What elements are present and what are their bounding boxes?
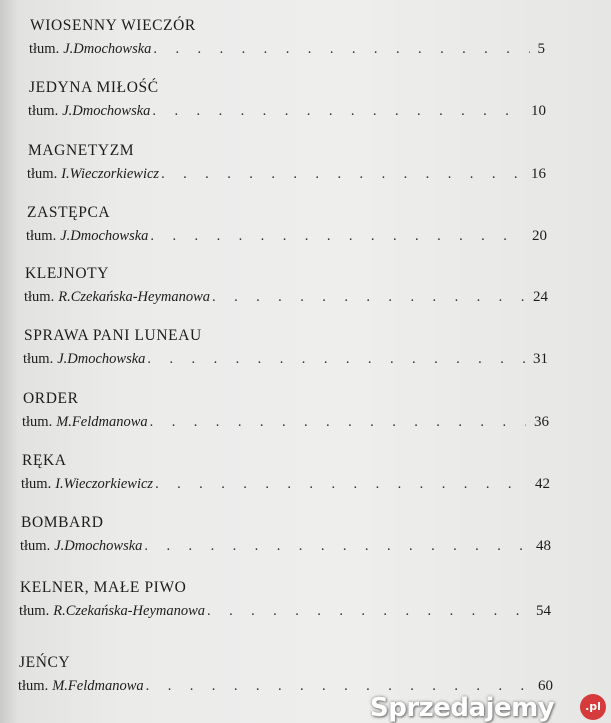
translator-prefix: tłum. [28,103,59,119]
page-number: 42 [535,476,550,492]
entry-title: WIOSENNY WIECZÓR [30,17,196,34]
translator-prefix: tłum. [21,476,52,492]
dot-leader [150,414,526,431]
dot-leader [150,228,524,245]
entry-line [23,351,548,368]
toc-entry [0,17,611,73]
entry-line [28,103,546,120]
entry-title: KLEJNOTY [25,265,110,282]
entry-line [19,603,551,620]
toc-entry [0,514,611,570]
entry-line [24,289,548,306]
translator-prefix: tłum. [19,603,50,619]
translator-name: J.Dmochowska [60,228,149,244]
translator-name: R.Czekańska-Heymanowa [58,289,211,305]
translator-prefix: tłum. [22,414,53,430]
page-number: 5 [537,41,545,57]
page-number: 24 [533,289,548,305]
translator-prefix: tłum. [29,41,60,57]
translator-name: J.Dmochowska [57,351,146,367]
page-number: 48 [536,538,551,554]
toc-entry [0,204,611,260]
toc-entry [0,579,611,635]
entry-title: BOMBARD [21,514,104,531]
entry-line [21,476,550,493]
entry-line [22,414,549,431]
watermark-badge: .pl [580,694,606,720]
translator-name: J.Dmochowska [63,41,152,57]
dot-leader [161,166,523,183]
entry-title: RĘKA [22,452,67,469]
entry-line [20,538,551,555]
entry-title: ORDER [23,390,79,407]
dot-leader [147,351,525,368]
dot-leader [144,538,528,555]
page-number: 31 [533,351,548,367]
entry-title: ZASTĘPCA [27,204,111,221]
dot-leader [152,103,523,120]
toc-entry [0,452,611,508]
translator-prefix: tłum. [23,351,54,367]
watermark-text: Sprzedajemy [370,693,555,723]
dot-leader [155,476,527,493]
entry-title: JEDYNA MIŁOŚĆ [29,79,159,96]
toc-entry [0,327,611,383]
toc-entry [0,79,611,135]
translator-name: I.Wieczorkiewicz [61,166,160,182]
entry-line [29,41,545,58]
translator-name: J.Dmochowska [54,538,143,554]
toc-entry [0,265,611,321]
page-number: 60 [538,678,553,694]
entry-title: KELNER, MAŁE PIWO [20,579,187,596]
toc-entry [0,142,611,198]
dot-leader [153,41,529,58]
translator-name: I.Wieczorkiewicz [55,476,154,492]
translator-prefix: tłum. [20,538,51,554]
page-number: 20 [532,228,547,244]
translator-name: R.Czekańska-Heymanowa [53,603,206,619]
translator-name: M.Feldmanowa [52,678,144,694]
translator-prefix: tłum. [18,678,49,694]
entry-title: JEŃCY [19,654,71,671]
entry-title: SPRAWA PANI LUNEAU [24,327,202,344]
translator-prefix: tłum. [24,289,55,305]
translator-prefix: tłum. [26,228,57,244]
page-number: 16 [531,166,546,182]
page-number: 36 [534,414,549,430]
watermark-logo [370,693,555,723]
toc-entry [0,390,611,446]
translator-name: M.Feldmanowa [56,414,148,430]
page-number: 10 [531,103,546,119]
entry-line [26,228,547,245]
entry-line [27,166,546,183]
translator-name: J.Dmochowska [62,103,151,119]
entry-title: MAGNETYZM [28,142,135,159]
dot-leader [207,603,528,620]
dot-leader [212,289,525,306]
page-number: 54 [536,603,551,619]
translator-prefix: tłum. [27,166,58,182]
